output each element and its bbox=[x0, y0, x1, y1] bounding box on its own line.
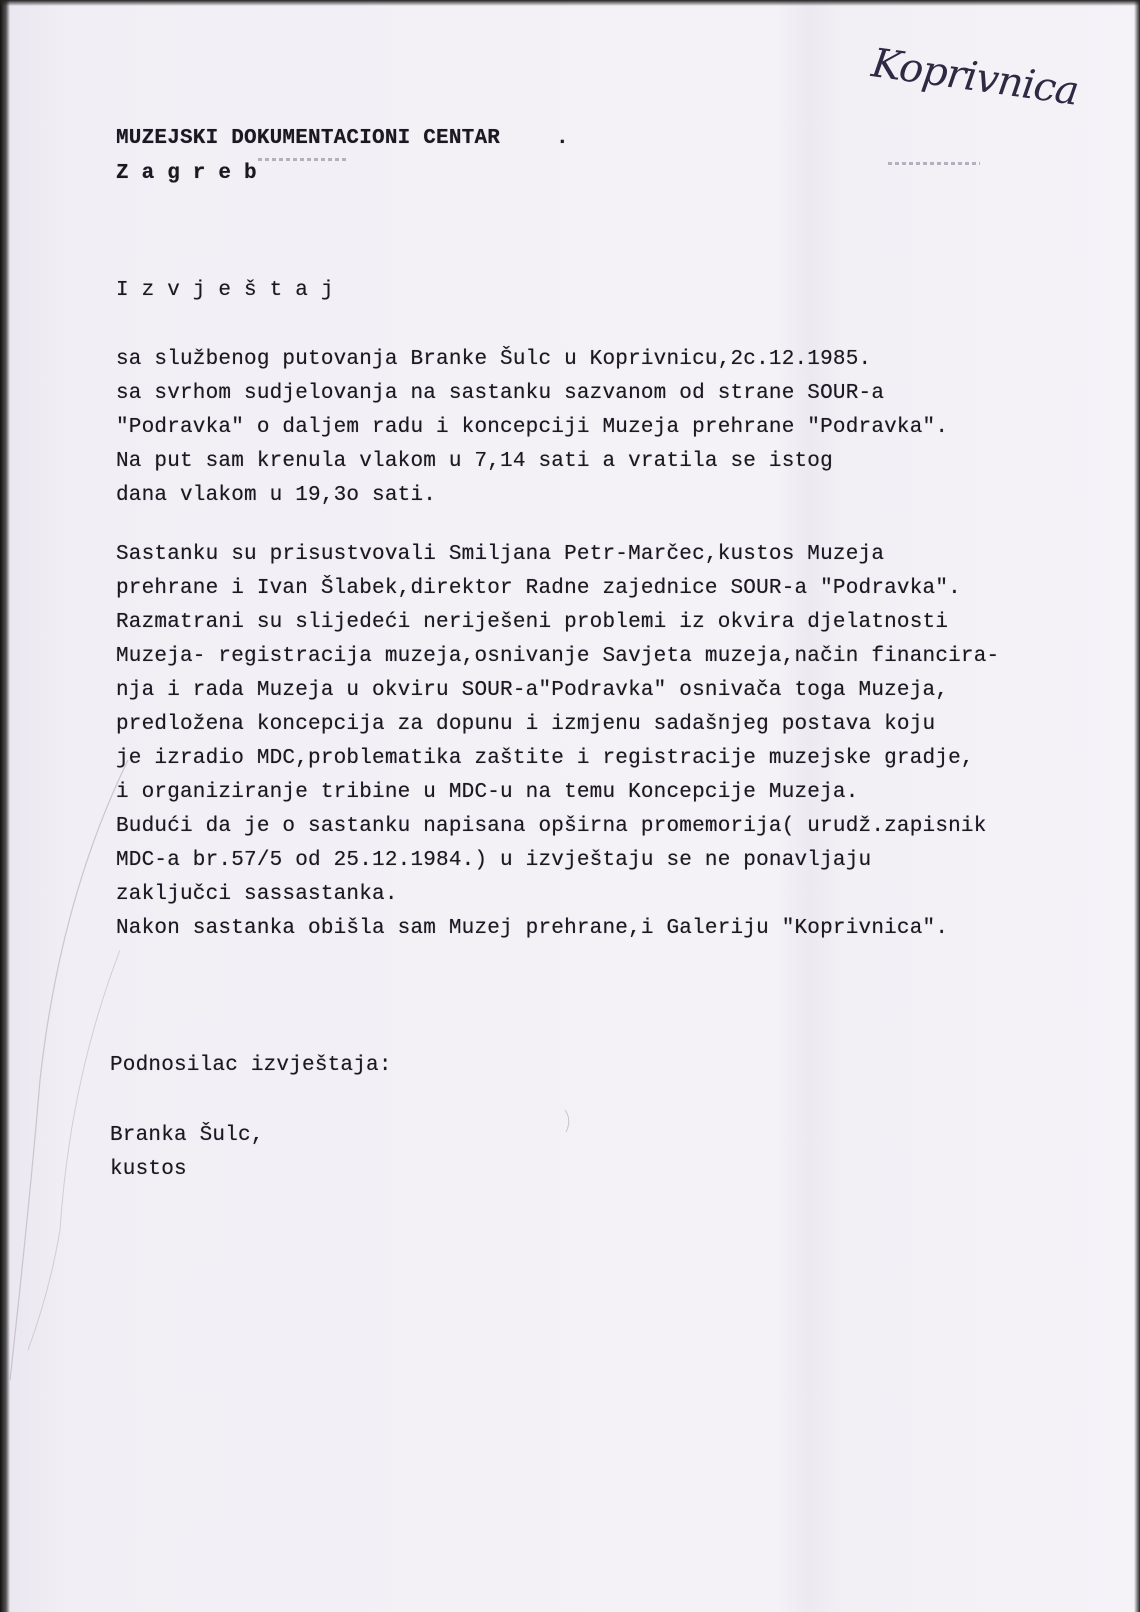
handwritten-note: Koprivnica bbox=[868, 40, 1081, 115]
signature-label: Podnosilac izvještaja: bbox=[110, 1054, 392, 1077]
body-line: Nakon sastanka obišla sam Muzej prehrane,i Galeriju "Koprivnica". bbox=[116, 917, 949, 940]
body-line: je izradio MDC,problematika zaštite i registracije muzejske gradje, bbox=[116, 747, 974, 770]
organization-city: Z a g r e b bbox=[116, 162, 257, 185]
intro-line: dana vlakom u 19,3o sati. bbox=[116, 484, 437, 507]
header-dot: . bbox=[556, 127, 569, 150]
report-title: I z v j e š t a j bbox=[116, 279, 334, 302]
body-line: nja i rada Muzeja u okviru SOUR-a"Podravka" osnivača toga Muzeja, bbox=[116, 679, 949, 702]
intro-line: Na put sam krenula vlakom u 7,14 sati a vratila se istog bbox=[116, 450, 833, 473]
body-line: predložena koncepcija za dopunu i izmjenu sadašnjeg postava koju bbox=[116, 713, 936, 736]
body-line: zaključci sassastanka. bbox=[116, 883, 398, 906]
body-line: Muzeja- registracija muzeja,osnivanje Savjeta muzeja,način financira- bbox=[116, 645, 1000, 668]
body-line: Sastanku su prisustvovali Smiljana Petr-Marčec,kustos Muzeja bbox=[116, 543, 885, 566]
body-line: Budući da je o sastanku napisana opširna promemorija( urudž.zapisnik bbox=[116, 815, 987, 838]
body-line: prehrane i Ivan Šlabek,direktor Radne zajednice SOUR-a "Podravka". bbox=[116, 577, 961, 600]
body-line: MDC-a br.57/5 od 25.12.1984.) u izvještaju se ne ponavljaju bbox=[116, 849, 872, 872]
ink-smudge bbox=[258, 158, 346, 161]
body-line: i organiziranje tribine u MDC-u na temu Koncepcije Muzeja. bbox=[116, 781, 859, 804]
body-line: Razmatrani su slijedeći neriješeni problemi iz okvira djelatnosti bbox=[116, 611, 949, 634]
signatory-name: Branka Šulc, bbox=[110, 1124, 264, 1147]
intro-line: "Podravka" o daljem radu i koncepciji Muzeja prehrane "Podravka". bbox=[116, 416, 949, 439]
intro-line: sa službenog putovanja Branke Šulc u Koprivnicu,2c.12.1985. bbox=[116, 348, 872, 371]
signatory-role: kustos bbox=[110, 1158, 187, 1181]
organization-name: MUZEJSKI DOKUMENTACIONI CENTAR bbox=[116, 127, 501, 150]
ink-smudge bbox=[888, 162, 980, 165]
intro-line: sa svrhom sudjelovanja na sastanku sazvanom od strane SOUR-a bbox=[116, 382, 885, 405]
